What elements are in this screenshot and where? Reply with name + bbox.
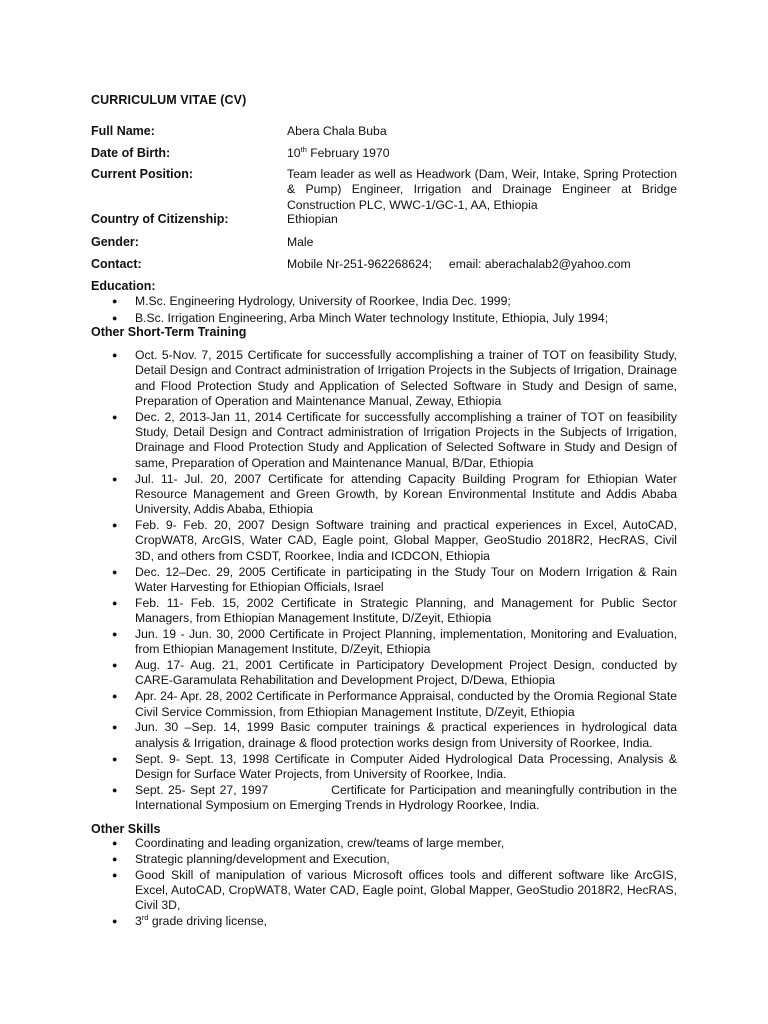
- training-item-text: Apr. 24- Apr. 28, 2002 Certificate in Performance Appraisal, conducted by the Oromia Regional State Civil Service Commission, from Ethiopian Management Institute, D/Zeyit, Ethiopia: [135, 689, 677, 719]
- license-suffix: rd: [141, 913, 149, 923]
- training-item: [0, 782, 681, 814]
- citizenship-value: Ethiopian: [287, 212, 338, 226]
- gender-value: Male: [287, 235, 314, 249]
- current-position-value: Team leader as well as Headwork (Dam, Weir, Intake, Spring Protection & Pump) Engineer, Irrigation and Drainage Engineer at Bridge Construction PLC, WWC-1/GC-1, AA, Ethiopia: [287, 167, 677, 212]
- training-item: [0, 627, 677, 658]
- gender-label: Gender:: [91, 235, 139, 249]
- bullet-icon: ●: [112, 350, 118, 360]
- bullet-icon: ●: [112, 691, 118, 702]
- contact-label: Contact:: [91, 257, 142, 271]
- training-item: [0, 518, 677, 564]
- date-of-birth-value: [287, 146, 677, 161]
- dob-day: 10: [287, 146, 301, 160]
- training-item: [0, 689, 677, 720]
- bullet-icon: ●: [112, 296, 118, 306]
- training-item-text: Jun. 19 - Jun. 30, 2000 Certificate in Project Planning, implementation, Monitoring and Evaluation, from Ethiopian Management Institute, D/Zeyit, Ethiopia: [135, 626, 677, 657]
- training-item: [0, 472, 677, 518]
- training-item-text: Dec. 2, 2013-Jan 11, 2014 Certificate for successfully accomplishing a trainer of TOT on feasibility Study, Detail Design and Contract administration of Irrigation Projects in the Subjects of Irrigation, Drainage and Flood Protection Study and Application of Selected Software in Study and Design of same, Preparation of Operation and Maintenance Manual, B/Dar, Ethiopia: [135, 409, 677, 470]
- training-item: [0, 752, 677, 783]
- skills-item-text: Coordinating and leading organization, crew/teams of large member,: [135, 836, 505, 850]
- document-title: CURRICULUM VITAE (CV): [91, 93, 247, 107]
- bullet-icon: ●: [112, 520, 118, 531]
- bullet-icon: ●: [112, 597, 118, 608]
- dob-rest: February 1970: [306, 146, 390, 160]
- dob-day-suffix: th: [300, 144, 307, 154]
- training-item: [0, 720, 677, 751]
- skills-item: [0, 836, 677, 851]
- bullet-icon: ●: [112, 753, 118, 764]
- bullet-icon: ●: [112, 660, 118, 671]
- training-item: [0, 565, 677, 596]
- training-item: [0, 410, 677, 471]
- license-rest: grade driving license,: [148, 914, 268, 929]
- training-item: [0, 348, 677, 409]
- bullet-icon: ●: [112, 869, 118, 880]
- training-item-text: Sept. 25- Sept 27, 1997 Certificate for Participation and meaningfully contribution in the International Symposium on Emerging Trends in Hydrology Roorkee, India.: [135, 782, 681, 813]
- bullet-icon: ●: [112, 853, 118, 864]
- bullet-icon: ●: [112, 916, 118, 927]
- training-item-text: Feb. 11- Feb. 15, 2002 Certificate in Strategic Planning, and Management for Public Sector Managers, from Ethiopian Management Institute, D/Zeyit, Ethiopia: [135, 595, 677, 626]
- contact-value: Mobile Nr-251-962268624; email: aberachalab2@yahoo.com: [287, 257, 631, 271]
- skills-item: [0, 868, 677, 914]
- bullet-icon: ●: [112, 411, 118, 422]
- training-heading: Other Short-Term Training: [91, 325, 247, 339]
- training-item-text: Jul. 11- Jul. 20, 2007 Certificate for attending Capacity Building Program for Ethiopian Water Resource Management and Green Growth, by Korean Environmental Institute and Addis Ababa University, Addis Ababa, Ethiopia: [135, 471, 677, 517]
- bullet-icon: ●: [112, 628, 118, 639]
- education-list: [0, 294, 677, 329]
- training-item-text: Dec. 12–Dec. 29, 2005 Certificate in participating in the Study Tour on Modern Irrigation & Rain Water Harvesting for Ethiopian Officials, Israel: [135, 564, 677, 594]
- training-item-text: Feb. 9- Feb. 20, 2007 Design Software training and practical experiences in Excel, AutoCAD, CropWAT8, ArcGIS, Water CAD, Eagle point, Global Mapper, GeoStudio 2018R2, HecRAS, Civil 3D, and others from CSDT, Roorkee, India and ICDCON, Ethiopia: [135, 518, 677, 563]
- education-item-text: M.Sc. Engineering Hydrology, University of Roorkee, India Dec. 1999;: [135, 294, 511, 308]
- training-item-text: Sept. 9- Sept. 13, 1998 Certificate in Computer Aided Hydrological Data Processing, Analysis & Design for Surface Water Projects, from University of Roorkee, India.: [135, 751, 677, 781]
- skills-item: [0, 914, 677, 929]
- skills-item: [0, 852, 677, 867]
- citizenship-label: Country of Citizenship:: [91, 212, 229, 226]
- education-item-text: B.Sc. Irrigation Engineering, Arba Minch Water technology Institute, Ethiopia, July 1994;: [135, 311, 609, 326]
- bullet-icon: ●: [112, 566, 118, 577]
- skills-list: [0, 836, 677, 930]
- date-of-birth-label: Date of Birth:: [91, 146, 171, 160]
- skills-heading: Other Skills: [91, 822, 161, 836]
- bullet-icon: ●: [112, 784, 118, 795]
- education-item: [0, 294, 677, 309]
- license-num: 3: [135, 914, 142, 929]
- training-item-text: Jun. 30 –Sep. 14, 1999 Basic computer trainings & practical experiences in hydrological data analysis & Irrigation, drainage & flood protection works design from University of Roorkee, India.: [135, 720, 677, 750]
- training-item: [0, 596, 677, 627]
- bullet-icon: ●: [112, 313, 118, 324]
- education-heading: Education:: [91, 279, 156, 293]
- training-item: [0, 658, 677, 689]
- training-item-text: Oct. 5-Nov. 7, 2015 Certificate for successfully accomplishing a trainer of TOT on feasibility Study, Detail Design and Contract administration of Irrigation Projects in the Subjects of Irrigation, Drainage and Flood Protection Study and Application of Selected Software in Study and Design of same, Preparation of Operation and Maintenance Manual, Zeway, Ethiopia: [135, 348, 677, 408]
- bullet-icon: ●: [112, 473, 118, 484]
- full-name-value: Abera Chala Buba: [287, 124, 387, 138]
- current-position-label: Current Position:: [91, 167, 194, 181]
- bullet-icon: ●: [112, 838, 118, 848]
- bullet-icon: ●: [112, 722, 118, 733]
- skills-item-text: Strategic planning/development and Execution,: [135, 851, 390, 866]
- skills-item-text: Good Skill of manipulation of various Microsoft offices tools and different software like ArcGIS, Excel, AutoCAD, CropWAT8, Water CAD, Eagle point, Global Mapper, GeoStudio 2018R2, HecRAS, Civil 3D,: [135, 867, 677, 913]
- training-list: [0, 348, 681, 814]
- full-name-label: Full Name:: [91, 124, 155, 138]
- training-item-text: Aug. 17- Aug. 21, 2001 Certificate in Participatory Development Project Design, conducted by CARE-Garamulata Rehabilitation and Development Project, D/Dewa, Ethiopia: [135, 658, 677, 688]
